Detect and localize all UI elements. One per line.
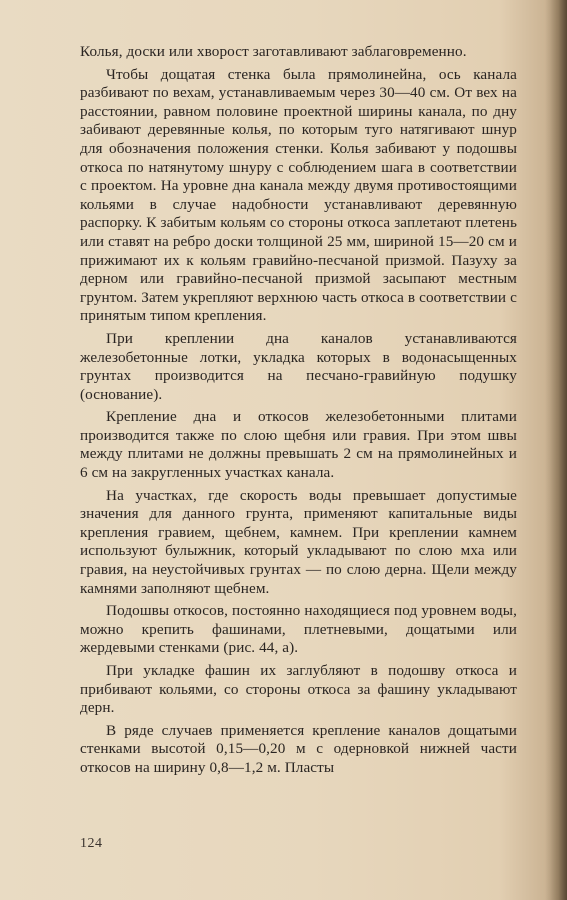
- page-number: 124: [80, 836, 103, 851]
- paragraph: Колья, доски или хворост заготавливают заблаговременно.: [80, 43, 467, 60]
- paragraph: Подошвы откосов, постоянно находящиеся под уровнем воды, можно крепить фашинами, плетневыми, дощатыми или жердевыми стенками (рис. 44, а).: [80, 602, 517, 657]
- body-text: [80, 43, 517, 778]
- page-edge-shadow: [545, 0, 567, 900]
- paragraph: На участках, где скорость воды превышает допустимые значения для данного грунта, применяют капитальные виды крепления гравием, щебнем, камнем. При креплении камнем используют булыжник, который укладывают по слою мха или гравия, на неустойчивых грунтах — по слою дерна. Щели между камнями заполняют щебнем.: [80, 486, 517, 597]
- paragraph: При креплении дна каналов устанавливаются железобетонные лотки, укладка которых в водонасыщенных грунтах производится на песчано-гравийную подушку (основание).: [80, 329, 517, 403]
- paragraph: В ряде случаев применяется крепление каналов дощатыми стенками высотой 0,15—0,20 м с одерновкой нижней части откосов на ширину 0,8—1,2 м. Пласты: [80, 721, 517, 776]
- paragraph: Крепление дна и откосов железобетонными плитами производится также по слою щебня или гравия. При этом швы между плитами не должны превышать 2 см на прямолинейных и 6 см на закругленных участках канала.: [80, 408, 517, 482]
- paragraph: При укладке фашин их заглубляют в подошву откоса и прибивают кольями, со стороны откоса за фашину укладывают дерн.: [80, 662, 517, 717]
- paragraph: Чтобы дощатая стенка была прямолинейна, ось канала разбивают по вехам, устанавливаемым через 30—40 см. От вех на расстоянии, равном половине проектной ширины канала, по дну забивают деревянные колья, по которым туго натягивают шнур для обозначения положения стенки. Колья забивают у подошвы откоса по натянутому шнуру с соблюдением шага в соответствии с проектом. На уровне дна канала между двумя противостоящими кольями в случае надобности устанавливают деревянную распорку. К забитым кольям со стороны откоса заплетают плетень или ставят на ребро доски толщиной 25 мм, шириной 15—20 см и прижимают их к кольям гравийно-песчаной призмой. Пазуху за дерном или гравийно-песчаной призмой засыпают местным грунтом. Затем укрепляют верхнюю часть откоса в соответствии с принятым типом крепления.: [80, 65, 517, 325]
